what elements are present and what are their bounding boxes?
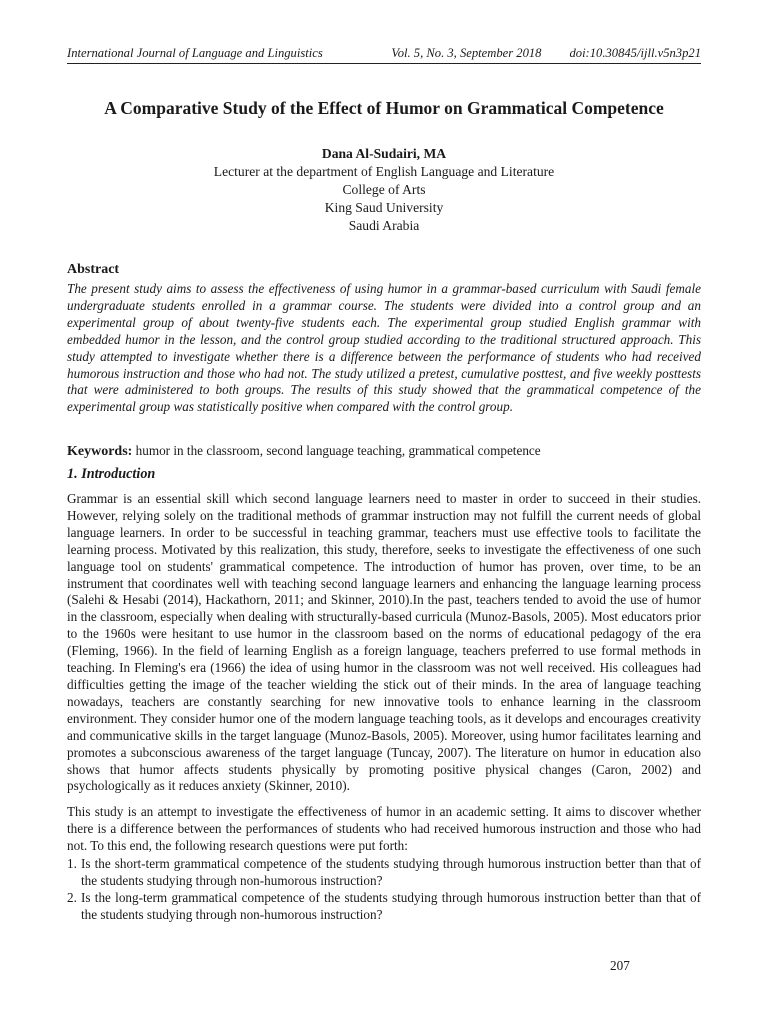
affiliation-line: King Saud University xyxy=(324,200,444,215)
section-heading-introduction: 1. Introduction xyxy=(67,466,156,482)
paper-title: A Comparative Study of the Effect of Humor on Grammatical Competence xyxy=(104,98,664,118)
introduction-paragraph: Grammar is an essential skill which second language learners need to master in order to succeed in their studies. However, relying solely on the traditional methods of grammar instruction may not fulfill the current needs of global language learners. In order to be successful in teaching grammar, teachers must use effective tools to facilitate the learning process. Motivated by this realization, this study, therefore, seeks to investigate the effectiveness of one such language tool on students' grammatical competence. The introduction of humor has proven, over time, to be an instrument that coordinates well with teaching second language learners and enhancing the language learning process (Salehi & Hesabi (2014), Hackathorn, 2011; and Skinner, 2010).In the past, teachers tended to avoid the use of humor in the classroom, especially when dealing with structurally-based curricula (Munoz-Basols, 2005). Most educators prior to the 1960s were hesitant to use humor in the classroom based on the norms of educational pedagogy of the era (Fleming, 1966). In the field of learning English as a foreign language, teachers preferred to use formal methods in teaching. In Fleming's era (1966) the idea of using humor in the classroom was not well received. His colleagues had difficulties getting the image of the teacher wielding the stick out of their minds. In the area of language teaching nowadays, teachers are constantly searching for new innovative tools to enhance learning in the classroom environment. They consider humor one of the modern language teaching tools, as it develops and encourages creativity and communicative skills in the target language (Munoz-Basols, 2005). Moreover, using humor facilitates learning and promotes a subconscious awareness of the target language (Tuncay, 2007). The literature on humor in education also shows that humor affects students physically by promoting positive physical changes (Caron, 2002) and psychologically as it reduces anxiety (Skinner, 2010). xyxy=(67,491,701,794)
list-number: 1. xyxy=(67,856,77,871)
affiliation-line: Lecturer at the department of English Language and Literature xyxy=(213,164,555,179)
research-questions-list xyxy=(67,856,701,924)
author-name: Dana Al-Sudairi, MA xyxy=(321,146,447,161)
journal-name: International Journal of Language and Linguistics xyxy=(67,46,323,60)
affiliation-line: Saudi Arabia xyxy=(348,218,420,233)
keywords-text: humor in the classroom, second language teaching, grammatical competence xyxy=(132,443,541,458)
list-number: 2. xyxy=(67,889,77,905)
volume-info: Vol. 5, No. 3, September 2018 xyxy=(391,46,542,60)
introduction-paragraph: This study is an attempt to investigate the effectiveness of humor in an academic setting. It aims to discover whether there is a difference between the performances of students who had received humorous instruction and those who had not. To this end, the following research questions were put forth: xyxy=(67,804,701,853)
keywords xyxy=(67,442,701,460)
research-question xyxy=(67,890,701,924)
research-question-text: Is the short-term grammatical competence of the students studying through humorous instruction better than that of the students studying through non-humorous instruction? xyxy=(81,856,701,888)
page-number: 207 xyxy=(610,958,630,973)
author-block xyxy=(67,145,701,235)
affiliation-line: College of Arts xyxy=(342,182,426,197)
doi: doi:10.30845/ijll.v5n3p21 xyxy=(569,46,701,60)
abstract-heading: Abstract xyxy=(67,262,120,277)
abstract-text: The present study aims to assess the effectiveness of using humor in a grammar-based curriculum with Saudi female undergraduate students enrolled in a grammar course. The students were divided into a control group and an experimental group of about twenty-five students each. The experimental group studied English grammar with embedded humor in the lesson, and the control group studied according to the traditional structured approach. This study attempted to investigate whether there is a difference between the performance of students who had received humorous instruction and those who had not. The study utilized a pretest, cumulative posttest, and five weekly posttests that were administered to both groups. The results of this study showed that the grammatical competence of the experimental group was statistically positive when compared with the control group. xyxy=(67,281,701,415)
running-header xyxy=(67,45,701,64)
research-question xyxy=(67,856,701,890)
keywords-label: Keywords: xyxy=(67,444,133,459)
research-question-text: Is the long-term grammatical competence of the students studying through humorous instruction better than that of the students studying through non-humorous instruction? xyxy=(81,889,701,922)
